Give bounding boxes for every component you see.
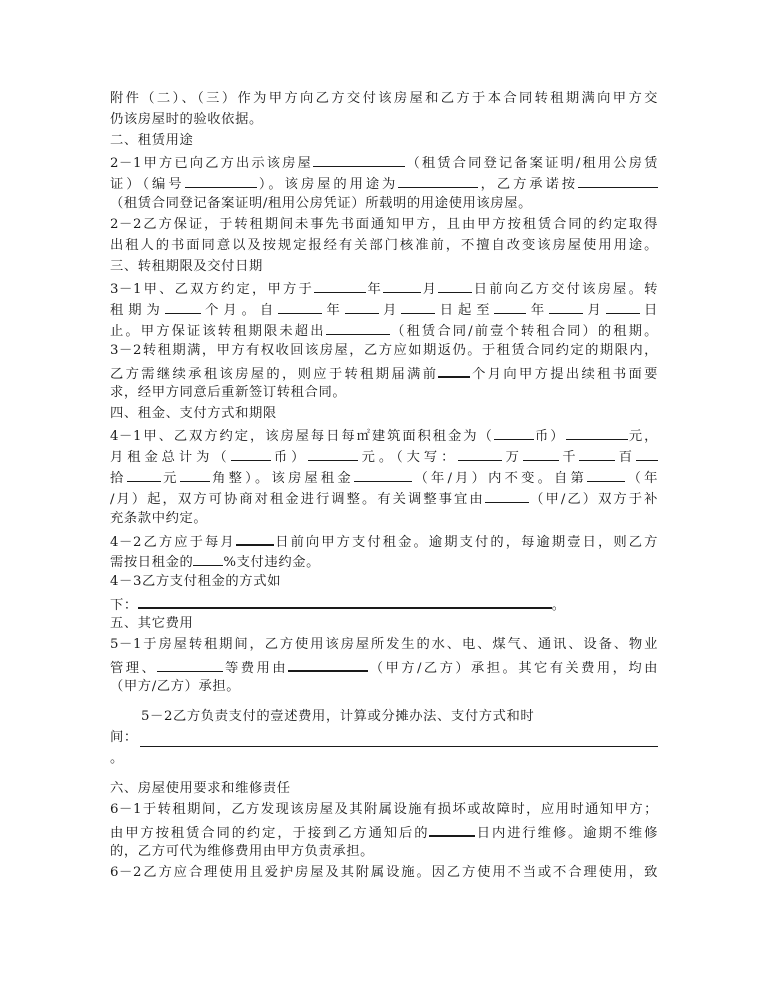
blank-field[interactable] <box>138 594 552 609</box>
blank-field[interactable] <box>523 447 559 461</box>
blank-field[interactable] <box>313 153 405 167</box>
text-line: 租期为 个月。自 年 月 日起至 年 月 日 <box>110 300 658 320</box>
blank-field[interactable] <box>193 552 223 566</box>
text-line: 求，经甲方同意后重新签订转租合同。 <box>110 385 347 400</box>
text-line: 2－2乙方保证，于转租期间未事先书面通知甲方，且由甲方按租赁合同的约定取得 <box>110 217 658 232</box>
section-heading: 四、租金、支付方式和期限 <box>110 406 277 421</box>
text-line: 4－2乙方应于每月 日前向甲方支付租金。逾期支付的，每逾期壹日，则乙方 <box>110 531 658 552</box>
blank-field[interactable] <box>236 531 274 546</box>
text-line: 6－2乙方应合理使用且爱护房屋及其附属设施。因乙方使用不当或不合理使用，致 <box>110 865 658 880</box>
section-heading: 三、转租期限及交付日期 <box>110 259 263 274</box>
section-heading: 五、其它费用 <box>110 616 194 631</box>
blank-field[interactable] <box>140 746 658 747</box>
section-heading: 六、房屋使用要求和维修责任 <box>110 781 291 796</box>
blank-field[interactable] <box>308 447 358 461</box>
blank-field[interactable] <box>278 300 322 314</box>
text-line: 管理、 等费用由 （甲方/乙方）承担。其它有关费用，均由 <box>110 657 658 678</box>
blank-field[interactable] <box>578 174 658 188</box>
text-line: 月租金总计为（ 币） 元。（大写： 万 千 百 <box>110 447 658 467</box>
section-heading: 二、租赁用途 <box>110 133 194 148</box>
text-line: 止。甲方保证该转租期限未超出 （租赁合同/前壹个转租合同）的租期。 <box>110 321 658 341</box>
text-line: 3－2转租期满，甲方有权收回该房屋，乙方应如期返仍。于租赁合同约定的期限内， <box>110 343 658 358</box>
text-line: 4－1甲、乙双方约定，该房屋每日每㎡建筑面积租金为（ 币） 元， <box>110 426 658 446</box>
blank-field[interactable] <box>636 447 658 461</box>
blank-field[interactable] <box>458 447 502 461</box>
text-line: /月）起，双方可协商对租金进行调整。有关调整事宜由 （甲/乙）双方于补 <box>110 489 658 509</box>
text-line: 拾 元 角整）。该房屋租金 （年/月）内不变。自第 （年 <box>110 468 658 488</box>
blank-field[interactable] <box>354 468 412 482</box>
blank-field[interactable] <box>398 174 478 188</box>
text-line: 仍该房屋时的验收依据。 <box>110 112 263 127</box>
text-line: 的，乙方可代为维修费用由甲方负责承担。 <box>110 844 375 859</box>
text-line: 间： <box>110 730 138 745</box>
blank-field[interactable] <box>288 657 368 672</box>
text-line: 5－1于房屋转租期间，乙方使用该房屋所发生的水、电、煤气、通讯、设备、物业 <box>110 637 658 652</box>
blank-field[interactable] <box>438 279 472 293</box>
blank-field[interactable] <box>185 174 257 188</box>
text-line: 乙方需继续承租该房屋的，则应于转租期届满前 个月向甲方提出续租书面要 <box>110 363 658 384</box>
blank-field[interactable] <box>326 321 390 335</box>
blank-field[interactable] <box>180 468 210 482</box>
blank-field[interactable] <box>314 279 366 293</box>
text-line: （租赁合同登记备案证明/租用公房凭证）所载明的用途使用该房屋。 <box>110 196 532 211</box>
blank-field[interactable] <box>383 279 421 293</box>
blank-field[interactable] <box>438 363 470 378</box>
blank-field[interactable] <box>587 468 625 482</box>
blank-field[interactable] <box>157 658 223 672</box>
text-line: 由甲方按租赁合同的约定，于接到乙方通知后的 日内进行维修。逾期不维修 <box>110 822 658 843</box>
blank-field[interactable] <box>345 300 379 314</box>
blank-field[interactable] <box>549 300 583 314</box>
blank-field[interactable] <box>606 300 640 314</box>
text-line: 证）（编号 ）。该房屋的用途为 ，乙方承诺按 <box>110 174 658 194</box>
text-line: 2－1甲方已向乙方出示该房屋 （租赁合同登记备案证明/租用公房赁 <box>110 153 658 173</box>
text-line: 需按日租金的 %支付违约金。 <box>110 552 658 572</box>
text-line: 3－1甲、乙双方约定，甲方于 年 月 日前向乙方交付该房屋。转 <box>110 279 658 299</box>
text-line: （甲方/乙方）承担。 <box>110 679 241 694</box>
blank-field[interactable] <box>566 426 628 440</box>
text-line: 6－1于转租期间，乙方发现该房屋及其附属设施有损坏或故障时，应用时通知甲方； <box>110 802 658 817</box>
blank-field[interactable] <box>127 468 161 482</box>
text-line: 4－3乙方支付租金的方式如 <box>110 574 281 589</box>
text-line: 出租人的书面同意以及按规定报经有关部门核准前，不擅自改变该房屋使用用途。 <box>110 238 658 253</box>
text-line: 。 <box>110 751 124 766</box>
blank-field[interactable] <box>165 300 201 314</box>
blank-field[interactable] <box>485 489 529 503</box>
blank-field[interactable] <box>429 822 475 837</box>
blank-field[interactable] <box>231 447 271 461</box>
text-line: 下： 。 <box>110 594 658 615</box>
blank-field[interactable] <box>494 426 534 440</box>
text-line: 5－2乙方负责支付的壹述费用，计算或分摊办法、支付方式和时 <box>141 709 535 724</box>
text-line: 充条款中约定。 <box>110 511 208 526</box>
blank-field[interactable] <box>579 447 615 461</box>
blank-field[interactable] <box>494 300 526 314</box>
text-line: 附件（二）、（三）作为甲方向乙方交付该房屋和乙方于本合同转租期满向甲方交 <box>110 91 658 106</box>
blank-field[interactable] <box>401 300 435 314</box>
